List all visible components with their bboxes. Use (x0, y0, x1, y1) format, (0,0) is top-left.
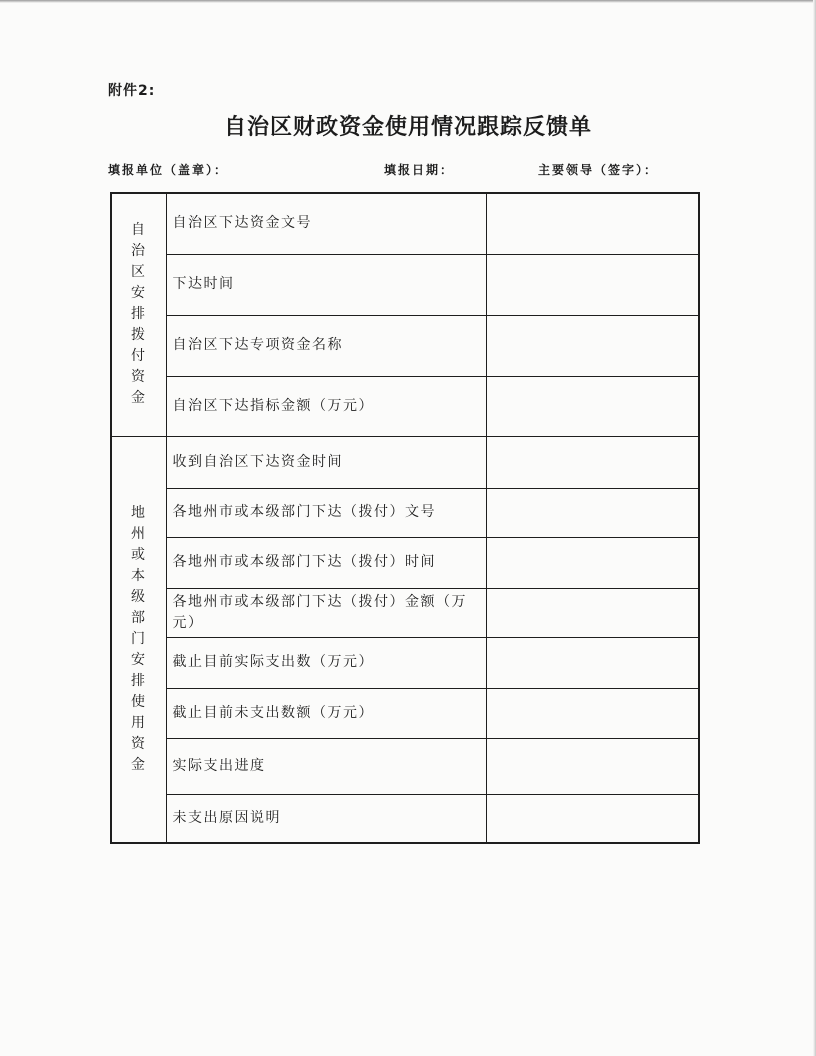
row-label-issue-time: 下达时间 (166, 254, 486, 315)
table-row (111, 688, 699, 738)
table-row (111, 436, 699, 488)
row-label-actual-expenditure: 截止目前实际支出数（万元） (166, 637, 486, 688)
row-value-allocation-time[interactable] (486, 537, 699, 588)
row-label-allocation-doc-number: 各地州市或本级部门下达（拨付）文号 (166, 488, 486, 537)
row-label-receipt-time: 收到自治区下达资金时间 (166, 436, 486, 488)
row-value-fund-doc-number[interactable] (486, 193, 699, 254)
row-value-unspent-reason[interactable] (486, 794, 699, 843)
row-value-expenditure-progress[interactable] (486, 738, 699, 794)
fill-date-label: 填报日期： (384, 163, 455, 177)
row-value-special-fund-name[interactable] (486, 315, 699, 376)
group-header-autonomous-region (111, 193, 166, 436)
fill-unit-label: 填报单位（盖章）： (108, 163, 229, 177)
table-row (111, 193, 699, 254)
row-value-issue-time[interactable] (486, 254, 699, 315)
row-value-allocation-doc-number[interactable] (486, 488, 699, 537)
row-value-unspent-amount[interactable] (486, 688, 699, 738)
scan-edge-top (0, 0, 816, 3)
table-row (111, 376, 699, 436)
row-label-fund-doc-number: 自治区下达资金文号 (166, 193, 486, 254)
page-title: 自治区财政资金使用情况跟踪反馈单 (223, 115, 592, 140)
row-value-receipt-time[interactable] (486, 436, 699, 488)
attachment-label: 附件2: (108, 83, 156, 99)
group-header-prefecture-department (111, 436, 166, 843)
group-label: 自治区安排拨付资金 (131, 222, 147, 407)
row-label-expenditure-progress: 实际支出进度 (166, 738, 486, 794)
leader-signature-label: 主要领导（签字）： (538, 163, 659, 177)
row-label-allocation-amount: 各地州市或本级部门下达（拨付）金额（万元） (166, 588, 486, 637)
row-label-allocation-time: 各地州市或本级部门下达（拨付）时间 (166, 537, 486, 588)
table-row (111, 637, 699, 688)
table-row (111, 588, 699, 637)
table-row (111, 315, 699, 376)
row-label-quota-amount: 自治区下达指标金额（万元） (166, 376, 486, 436)
table-row (111, 254, 699, 315)
table-row (111, 488, 699, 537)
table-row (111, 738, 699, 794)
row-value-allocation-amount[interactable] (486, 588, 699, 637)
group-label: 地州或本级部门安排使用资金 (131, 504, 147, 773)
row-label-special-fund-name: 自治区下达专项资金名称 (166, 315, 486, 376)
row-label-unspent-reason: 未支出原因说明 (166, 794, 486, 843)
row-value-quota-amount[interactable] (486, 376, 699, 436)
feedback-form-table (110, 192, 700, 844)
row-value-actual-expenditure[interactable] (486, 637, 699, 688)
table-row (111, 794, 699, 843)
table-row (111, 537, 699, 588)
row-label-unspent-amount: 截止目前未支出数额（万元） (166, 688, 486, 738)
